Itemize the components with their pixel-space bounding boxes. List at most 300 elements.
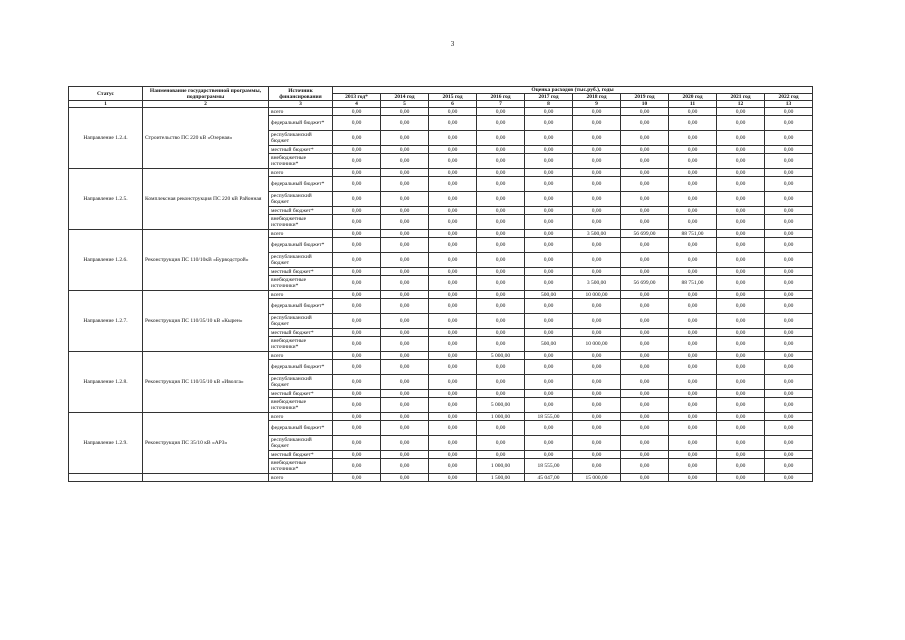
expense-value: 0,00 — [477, 146, 525, 154]
expense-value: 0,00 — [525, 329, 573, 337]
expense-value: 0,00 — [717, 108, 765, 116]
expense-value: 0,00 — [477, 390, 525, 398]
expense-value: 0,00 — [381, 291, 429, 299]
expense-value: 0,00 — [765, 207, 813, 215]
expense-value: 0,00 — [381, 131, 429, 146]
program-name — [143, 474, 269, 482]
expense-value: 0,00 — [333, 215, 381, 230]
expense-value: 0,00 — [621, 177, 669, 192]
expense-value: 0,00 — [381, 169, 429, 177]
expense-value: 0,00 — [429, 177, 477, 192]
funding-source: федеральный бюджет* — [269, 299, 333, 314]
expense-value: 0,00 — [429, 238, 477, 253]
expense-value: 0,00 — [573, 268, 621, 276]
expense-value: 0,00 — [333, 398, 381, 413]
year-header: 2014 год — [381, 94, 429, 101]
expense-value: 0,00 — [621, 329, 669, 337]
expense-value: 0,00 — [717, 459, 765, 474]
expense-value: 0,00 — [381, 253, 429, 268]
expense-value: 0,00 — [573, 207, 621, 215]
expense-value: 0,00 — [621, 238, 669, 253]
expense-value: 0,00 — [429, 215, 477, 230]
expense-value: 0,00 — [333, 192, 381, 207]
year-header: 2015 год — [429, 94, 477, 101]
table-row — [69, 108, 813, 116]
expense-value: 0,00 — [765, 177, 813, 192]
expense-value: 0,00 — [765, 131, 813, 146]
expense-value: 0,00 — [333, 253, 381, 268]
direction-status: Направление 1.2.6. — [69, 230, 143, 291]
expense-value: 0,00 — [669, 314, 717, 329]
expense-value: 0,00 — [381, 375, 429, 390]
program-name-header: Наименование государственной программы, подпрограммы — [143, 87, 269, 101]
expense-value: 0,00 — [333, 413, 381, 421]
expense-value: 0,00 — [717, 177, 765, 192]
expense-value: 0,00 — [477, 291, 525, 299]
expense-value: 0,00 — [525, 154, 573, 169]
expense-value: 0,00 — [333, 337, 381, 352]
expense-value: 0,00 — [669, 238, 717, 253]
expense-value: 0,00 — [525, 375, 573, 390]
expense-value: 0,00 — [621, 192, 669, 207]
expense-value: 0,00 — [477, 360, 525, 375]
expense-value: 0,00 — [669, 337, 717, 352]
expense-value: 0,00 — [765, 146, 813, 154]
expense-value: 0,00 — [717, 375, 765, 390]
expense-value: 0,00 — [381, 360, 429, 375]
expense-value: 0,00 — [477, 451, 525, 459]
expense-value: 0,00 — [621, 291, 669, 299]
expense-value: 0,00 — [477, 337, 525, 352]
expense-value: 0,00 — [429, 207, 477, 215]
direction-status: Направление 1.2.7. — [69, 291, 143, 352]
expense-value: 0,00 — [669, 390, 717, 398]
expense-value: 0,00 — [669, 329, 717, 337]
expense-value: 0,00 — [573, 146, 621, 154]
expense-value: 0,00 — [525, 230, 573, 238]
expense-value: 0,00 — [573, 329, 621, 337]
year-header: 2016 год — [477, 94, 525, 101]
expense-value: 0,00 — [525, 299, 573, 314]
funding-source: всего — [269, 474, 333, 482]
expense-value: 0,00 — [429, 459, 477, 474]
expense-value: 0,00 — [381, 154, 429, 169]
expense-value: 0,00 — [525, 314, 573, 329]
expense-value: 0,00 — [717, 116, 765, 131]
expense-value: 0,00 — [621, 299, 669, 314]
direction-status: Направление 1.2.8. — [69, 352, 143, 413]
year-header: 2022 год — [765, 94, 813, 101]
expense-value: 0,00 — [333, 352, 381, 360]
expense-value: 0,00 — [429, 108, 477, 116]
expense-value: 0,00 — [765, 375, 813, 390]
table-row — [69, 413, 813, 421]
expense-value: 0,00 — [477, 131, 525, 146]
expense-value: 0,00 — [669, 146, 717, 154]
column-number: 13 — [765, 101, 813, 108]
expense-value: 0,00 — [669, 268, 717, 276]
expense-value: 0,00 — [333, 169, 381, 177]
expense-value: 0,00 — [573, 154, 621, 169]
column-number-row — [69, 101, 813, 108]
expense-value: 0,00 — [429, 146, 477, 154]
expense-value: 0,00 — [429, 413, 477, 421]
expense-value: 0,00 — [477, 238, 525, 253]
year-header: 2013 год* — [333, 94, 381, 101]
expense-value: 0,00 — [333, 207, 381, 215]
expense-value: 3 500,00 — [573, 230, 621, 238]
table-row — [69, 352, 813, 360]
expense-value: 0,00 — [333, 238, 381, 253]
expense-value: 0,00 — [381, 436, 429, 451]
expense-value: 0,00 — [669, 215, 717, 230]
expense-value: 0,00 — [525, 276, 573, 291]
expense-value: 0,00 — [621, 314, 669, 329]
column-number: 9 — [573, 101, 621, 108]
expense-value: 0,00 — [669, 398, 717, 413]
expense-value: 0,00 — [669, 459, 717, 474]
expense-value: 0,00 — [621, 451, 669, 459]
expense-value: 0,00 — [765, 299, 813, 314]
expense-value: 0,00 — [525, 192, 573, 207]
expense-value: 0,00 — [525, 215, 573, 230]
expense-value: 0,00 — [525, 352, 573, 360]
expense-value: 1 500,00 — [477, 474, 525, 482]
funding-source: федеральный бюджет* — [269, 238, 333, 253]
expense-value: 0,00 — [333, 131, 381, 146]
expense-value: 0,00 — [477, 116, 525, 131]
expense-value: 0,00 — [621, 169, 669, 177]
expense-value: 0,00 — [525, 436, 573, 451]
expense-value: 0,00 — [477, 421, 525, 436]
expense-value: 0,00 — [333, 474, 381, 482]
expense-value: 0,00 — [429, 390, 477, 398]
expense-value: 0,00 — [477, 276, 525, 291]
expense-value: 0,00 — [669, 360, 717, 375]
expense-value: 0,00 — [429, 352, 477, 360]
expense-value: 0,00 — [429, 230, 477, 238]
expense-value: 0,00 — [477, 215, 525, 230]
expense-value: 0,00 — [765, 314, 813, 329]
expense-value: 0,00 — [717, 451, 765, 459]
direction-status — [69, 474, 143, 482]
expense-value: 0,00 — [333, 390, 381, 398]
expense-value: 0,00 — [765, 390, 813, 398]
expense-value: 0,00 — [669, 421, 717, 436]
year-header: 2021 год — [717, 94, 765, 101]
expense-value: 0,00 — [381, 459, 429, 474]
expense-value: 0,00 — [765, 352, 813, 360]
expense-value: 0,00 — [573, 436, 621, 451]
expense-value: 0,00 — [333, 459, 381, 474]
column-number: 4 — [333, 101, 381, 108]
expense-value: 0,00 — [333, 375, 381, 390]
expense-value: 0,00 — [717, 337, 765, 352]
expense-value: 0,00 — [765, 230, 813, 238]
expense-value: 0,00 — [717, 253, 765, 268]
expense-value: 0,00 — [477, 375, 525, 390]
expense-value: 0,00 — [621, 352, 669, 360]
funding-source: местный бюджет* — [269, 451, 333, 459]
expense-value: 0,00 — [429, 169, 477, 177]
expense-value: 0,00 — [525, 360, 573, 375]
expense-value: 0,00 — [765, 276, 813, 291]
expense-value: 0,00 — [717, 215, 765, 230]
expense-value: 0,00 — [717, 268, 765, 276]
expense-value: 0,00 — [765, 291, 813, 299]
expense-value: 0,00 — [765, 169, 813, 177]
expense-value: 0,00 — [573, 390, 621, 398]
expense-value: 0,00 — [669, 451, 717, 459]
column-number: 7 — [477, 101, 525, 108]
expense-value: 0,00 — [669, 192, 717, 207]
expense-value: 0,00 — [573, 360, 621, 375]
expense-value: 0,00 — [381, 299, 429, 314]
expense-value: 0,00 — [573, 108, 621, 116]
table-body — [69, 108, 813, 482]
funding-source: республиканский бюджет — [269, 436, 333, 451]
funding-source: всего — [269, 108, 333, 116]
column-number: 10 — [621, 101, 669, 108]
expense-value: 0,00 — [381, 329, 429, 337]
expense-value: 0,00 — [333, 421, 381, 436]
expense-value: 0,00 — [381, 314, 429, 329]
funding-source: внебюджетные источники* — [269, 154, 333, 169]
expense-value: 0,00 — [573, 375, 621, 390]
program-name: Реконструкция ПС 110/35/10 кВ «Кырен» — [143, 291, 269, 352]
expense-value: 0,00 — [669, 291, 717, 299]
column-number: 2 — [143, 101, 269, 108]
expense-value: 0,00 — [429, 360, 477, 375]
expense-value: 0,00 — [429, 451, 477, 459]
funding-source: федеральный бюджет* — [269, 360, 333, 375]
expense-value: 0,00 — [717, 436, 765, 451]
expense-value: 0,00 — [765, 459, 813, 474]
column-number: 3 — [269, 101, 333, 108]
expense-value: 0,00 — [477, 329, 525, 337]
expense-value: 0,00 — [477, 108, 525, 116]
expense-value: 0,00 — [333, 291, 381, 299]
column-number: 11 — [669, 101, 717, 108]
expense-value: 0,00 — [381, 413, 429, 421]
expense-value: 0,00 — [381, 276, 429, 291]
expense-value: 0,00 — [381, 207, 429, 215]
expense-value: 0,00 — [717, 146, 765, 154]
expense-value: 0,00 — [717, 474, 765, 482]
expense-value: 0,00 — [621, 207, 669, 215]
funding-source: республиканский бюджет — [269, 314, 333, 329]
expense-value: 0,00 — [765, 154, 813, 169]
expense-value: 0,00 — [381, 215, 429, 230]
expense-value: 500,00 — [525, 291, 573, 299]
expense-value: 0,00 — [621, 154, 669, 169]
expense-value: 0,00 — [765, 413, 813, 421]
expense-value: 0,00 — [621, 421, 669, 436]
expense-value: 0,00 — [333, 314, 381, 329]
expense-value: 0,00 — [717, 131, 765, 146]
expense-value: 500,00 — [525, 337, 573, 352]
expense-value: 0,00 — [717, 276, 765, 291]
expense-value: 1 000,00 — [477, 459, 525, 474]
expense-value: 0,00 — [765, 238, 813, 253]
expense-value: 0,00 — [669, 116, 717, 131]
estimate-header: Оценка расходов (тыс.руб.), годы — [333, 87, 813, 94]
expense-value: 0,00 — [477, 253, 525, 268]
expense-value: 0,00 — [765, 192, 813, 207]
expense-value: 0,00 — [669, 177, 717, 192]
expense-value: 0,00 — [717, 207, 765, 215]
expense-value: 0,00 — [333, 230, 381, 238]
expense-value: 0,00 — [765, 268, 813, 276]
expense-value: 0,00 — [429, 375, 477, 390]
year-header: 2017 год — [525, 94, 573, 101]
page-number: 3 — [450, 40, 455, 48]
expense-value: 0,00 — [669, 253, 717, 268]
expense-value: 0,00 — [477, 177, 525, 192]
expense-value: 0,00 — [621, 253, 669, 268]
funding-source: республиканский бюджет — [269, 131, 333, 146]
funding-source: местный бюджет* — [269, 146, 333, 154]
expense-value: 0,00 — [621, 390, 669, 398]
expense-value: 0,00 — [621, 375, 669, 390]
expense-value: 0,00 — [525, 451, 573, 459]
expense-value: 0,00 — [429, 329, 477, 337]
expense-value: 0,00 — [717, 238, 765, 253]
expense-value: 0,00 — [381, 177, 429, 192]
expense-value: 0,00 — [765, 116, 813, 131]
table-row — [69, 230, 813, 238]
expense-value: 0,00 — [333, 268, 381, 276]
expense-value: 0,00 — [573, 459, 621, 474]
expense-value: 0,00 — [717, 421, 765, 436]
expense-value: 5 000,00 — [477, 398, 525, 413]
expense-value: 0,00 — [525, 268, 573, 276]
expense-value: 0,00 — [573, 352, 621, 360]
expense-value: 0,00 — [525, 253, 573, 268]
expense-value: 0,00 — [525, 108, 573, 116]
expense-value: 0,00 — [717, 192, 765, 207]
expense-value: 18 555,00 — [525, 413, 573, 421]
expense-value: 0,00 — [429, 436, 477, 451]
table-row — [69, 169, 813, 177]
expense-value: 0,00 — [765, 474, 813, 482]
expense-value: 0,00 — [381, 238, 429, 253]
funding-source: внебюджетные источники* — [269, 398, 333, 413]
expense-value: 0,00 — [717, 169, 765, 177]
funding-source: республиканский бюджет — [269, 192, 333, 207]
funding-source: местный бюджет* — [269, 329, 333, 337]
expense-value: 0,00 — [333, 108, 381, 116]
expense-value: 0,00 — [621, 360, 669, 375]
expense-value: 0,00 — [717, 230, 765, 238]
funding-source: федеральный бюджет* — [269, 116, 333, 131]
expense-value: 0,00 — [621, 146, 669, 154]
expense-value: 0,00 — [669, 474, 717, 482]
expense-value: 0,00 — [621, 268, 669, 276]
expense-value: 0,00 — [429, 131, 477, 146]
year-header: 2020 год — [669, 94, 717, 101]
expense-value: 0,00 — [573, 131, 621, 146]
expense-value: 0,00 — [525, 238, 573, 253]
status-header: Статус — [69, 87, 143, 101]
funding-source: республиканский бюджет — [269, 375, 333, 390]
expense-value: 0,00 — [525, 131, 573, 146]
expense-value: 0,00 — [333, 116, 381, 131]
expense-value: 10 000,00 — [573, 337, 621, 352]
program-name: Строительство ПС 220 кВ «Озерная» — [143, 108, 269, 169]
expense-value: 0,00 — [717, 154, 765, 169]
expense-value: 0,00 — [333, 451, 381, 459]
expense-value: 0,00 — [765, 329, 813, 337]
expense-value: 0,00 — [573, 398, 621, 413]
expense-value: 0,00 — [621, 116, 669, 131]
expense-value: 0,00 — [765, 337, 813, 352]
expense-value: 0,00 — [717, 299, 765, 314]
expense-value: 0,00 — [333, 329, 381, 337]
expense-value: 0,00 — [333, 360, 381, 375]
table-row — [69, 291, 813, 299]
expense-value: 0,00 — [573, 238, 621, 253]
expense-value: 0,00 — [621, 459, 669, 474]
funding-source: федеральный бюджет* — [269, 177, 333, 192]
funding-source: всего — [269, 169, 333, 177]
expense-value: 0,00 — [573, 413, 621, 421]
expense-value: 0,00 — [669, 108, 717, 116]
funding-source: федеральный бюджет* — [269, 421, 333, 436]
expense-value: 0,00 — [525, 398, 573, 413]
expense-value: 0,00 — [573, 451, 621, 459]
expense-value: 0,00 — [333, 177, 381, 192]
expense-value: 0,00 — [429, 154, 477, 169]
funding-source: всего — [269, 291, 333, 299]
expense-value: 0,00 — [765, 108, 813, 116]
expense-value: 45 047,00 — [525, 474, 573, 482]
expense-value: 0,00 — [765, 360, 813, 375]
expense-value: 0,00 — [381, 192, 429, 207]
direction-status: Направление 1.2.4. — [69, 108, 143, 169]
expense-value: 0,00 — [381, 352, 429, 360]
expense-value: 0,00 — [381, 116, 429, 131]
expense-value: 0,00 — [477, 314, 525, 329]
funding-source: внебюджетные источники* — [269, 276, 333, 291]
expense-value: 0,00 — [669, 375, 717, 390]
expense-value: 0,00 — [477, 268, 525, 276]
expense-value: 15 000,00 — [573, 474, 621, 482]
expense-value: 0,00 — [381, 398, 429, 413]
expense-value: 0,00 — [621, 131, 669, 146]
expense-value: 0,00 — [381, 268, 429, 276]
expense-value: 0,00 — [525, 116, 573, 131]
expense-value: 0,00 — [477, 436, 525, 451]
expense-value: 0,00 — [477, 169, 525, 177]
column-number: 6 — [429, 101, 477, 108]
expense-value: 5 000,00 — [477, 352, 525, 360]
table-row — [69, 474, 813, 482]
expense-value: 0,00 — [669, 299, 717, 314]
expense-value: 0,00 — [573, 116, 621, 131]
expenses-table — [68, 86, 813, 482]
table-header — [69, 87, 813, 108]
expense-value: 0,00 — [525, 177, 573, 192]
expense-value: 0,00 — [669, 413, 717, 421]
expense-value: 0,00 — [573, 215, 621, 230]
column-number: 12 — [717, 101, 765, 108]
column-number: 8 — [525, 101, 573, 108]
expense-value: 0,00 — [669, 436, 717, 451]
funding-source: всего — [269, 352, 333, 360]
direction-status: Направление 1.2.9. — [69, 413, 143, 474]
funding-source: всего — [269, 230, 333, 238]
